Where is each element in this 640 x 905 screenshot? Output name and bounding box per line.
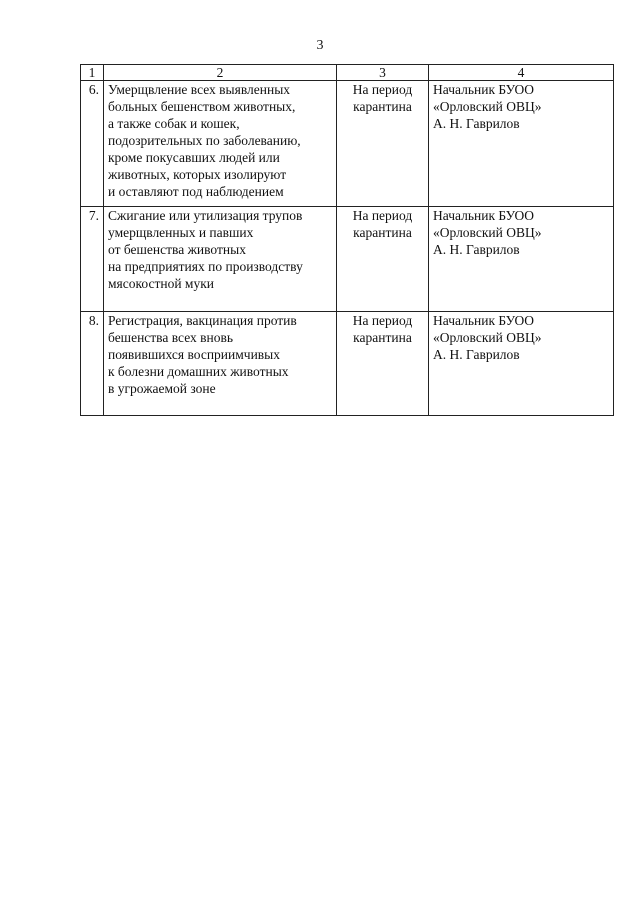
action-line: к болезни домашних животных (108, 364, 289, 379)
action-line: а также собак и кошек, (108, 116, 240, 131)
period-cell (337, 81, 429, 207)
responsible-line: Начальник БУОО (433, 208, 535, 223)
action-line: Сжигание или утилизация трупов (108, 208, 303, 223)
period-line: карантина (353, 330, 412, 345)
responsible-cell (429, 81, 614, 207)
column-header-4: 4 (429, 65, 614, 81)
action-line: на предприятиях по производству (108, 259, 303, 274)
page-number: 3 (316, 38, 324, 53)
responsible-line: А. Н. Гаврилов (433, 242, 520, 257)
responsible-line: А. Н. Гаврилов (433, 347, 520, 362)
action-line: животных, которых изолируют (108, 167, 287, 182)
period-cell (337, 312, 429, 416)
responsible-cell (429, 312, 614, 416)
table-row (81, 207, 614, 312)
action-line: мясокостной муки (108, 276, 214, 291)
column-header-2: 2 (104, 65, 337, 81)
action-line: в угрожаемой зоне (108, 381, 216, 396)
table-header-row (81, 65, 614, 81)
period-line: карантина (353, 225, 412, 240)
action-line: Регистрация, вакцинация против (108, 313, 297, 328)
column-header-1: 1 (81, 65, 104, 81)
period-cell (337, 207, 429, 312)
responsible-line: Начальник БУОО (433, 82, 535, 97)
action-cell (104, 312, 337, 416)
action-line: появившихся восприимчивых (108, 347, 280, 362)
row-number: 8. (81, 312, 104, 416)
action-line: Умерщвление всех выявленных (108, 82, 291, 97)
table-row (81, 312, 614, 416)
responsible-line: Начальник БУОО (433, 313, 535, 328)
period-line: На период (352, 208, 413, 223)
period-line: На период (352, 82, 413, 97)
row-number: 6. (81, 81, 104, 207)
responsible-cell (429, 207, 614, 312)
measures-table (80, 64, 614, 416)
action-line: умерщвленных и павших (108, 225, 254, 240)
responsible-line: «Орловский ОВЦ» (433, 330, 542, 345)
action-line: подозрительных по заболеванию, (108, 133, 301, 148)
action-cell (104, 81, 337, 207)
action-line: и оставляют под наблюдением (108, 184, 284, 199)
action-line: больных бешенством животных, (108, 99, 296, 114)
responsible-line: «Орловский ОВЦ» (433, 99, 542, 114)
row-number: 7. (81, 207, 104, 312)
action-cell (104, 207, 337, 312)
responsible-line: А. Н. Гаврилов (433, 116, 520, 131)
period-line: карантина (353, 99, 412, 114)
action-line: от бешенства животных (108, 242, 246, 257)
action-line: бешенства всех вновь (108, 330, 234, 345)
responsible-line: «Орловский ОВЦ» (433, 225, 542, 240)
period-line: На период (352, 313, 413, 328)
column-header-3: 3 (337, 65, 429, 81)
table-row (81, 81, 614, 207)
action-line: кроме покусавших людей или (108, 150, 280, 165)
